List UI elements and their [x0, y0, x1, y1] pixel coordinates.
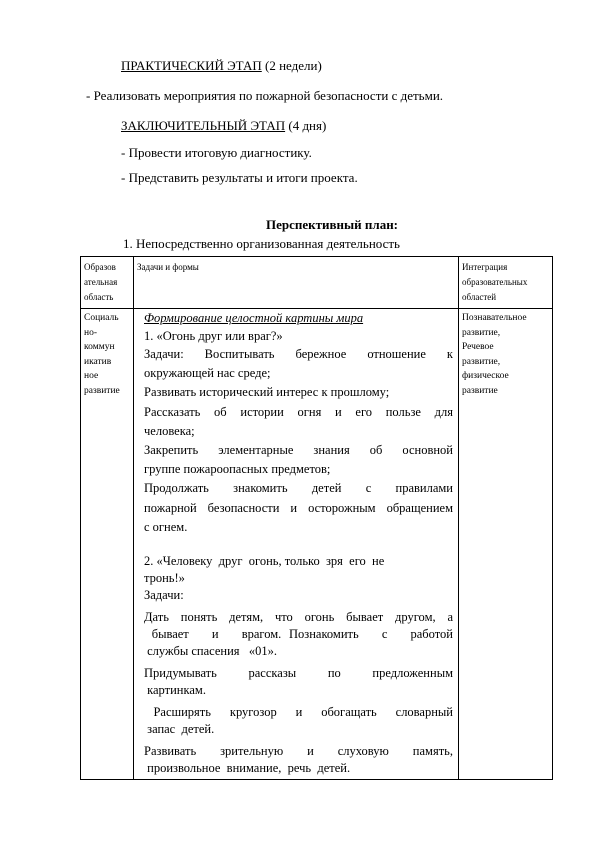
header-area-line: ательная — [84, 277, 118, 287]
section-heading: Формирование целостной картины мира — [144, 311, 364, 325]
topic2-line: произвольное внимание, речь детей. — [144, 761, 351, 776]
final-stage-item-1: - Провести итоговую диагностику. — [121, 145, 312, 160]
header-integration-line: образовательных — [462, 277, 528, 287]
table-row — [81, 309, 553, 780]
topic2-block — [144, 553, 453, 777]
header-education-area — [81, 257, 134, 309]
topic2-line: бывает и врагом. Познакомить с работой — [144, 627, 453, 642]
topic2-line: Развивать зрительную и слуховую память, — [144, 744, 453, 759]
integration-line: Познавательное — [462, 313, 527, 323]
final-stage-duration: (4 дня) — [288, 118, 327, 133]
plan-title: Перспективный план: — [266, 217, 399, 232]
topic1-line: человека; — [144, 423, 195, 438]
tasks-cell — [134, 309, 459, 780]
area-line: Социаль — [84, 313, 119, 323]
area-line: коммун — [84, 342, 115, 352]
topic1-line: с огнем. — [144, 519, 188, 534]
topic2-line: Расширять кругозор и обогащать словарный — [144, 705, 453, 720]
area-line: икатив — [84, 356, 112, 367]
topic1-block — [144, 345, 453, 537]
practical-stage-duration: (2 недели) — [265, 58, 322, 73]
table-header-row — [81, 257, 553, 309]
header-integration — [459, 257, 553, 309]
topic1-line: пожарной безопасности и осторожным обращением — [144, 500, 453, 515]
topic2-title-line: тронь!» — [144, 571, 185, 586]
topic1-title: 1. «Огонь друг или враг?» — [144, 329, 283, 343]
header-tasks-label: Задачи и формы — [137, 262, 199, 272]
header-area-line: область — [84, 292, 114, 302]
topic1-line: Продолжать знакомить детей с правилами — [144, 481, 453, 496]
topic1-line: Развивать исторический интерес к прошлому; — [144, 385, 390, 400]
topic1-line: Задачи: Воспитывать бережное отношение к — [144, 347, 453, 361]
practical-stage-item: - Реализовать мероприятия по пожарной безопасности с детьми. — [86, 88, 444, 103]
practical-stage-title: ПРАКТИЧЕСКИЙ ЭТАП — [121, 58, 262, 73]
area-cell — [81, 309, 134, 780]
final-stage-item-2: - Представить результаты и итоги проекта. — [121, 170, 358, 185]
topic2-tasks-label: Задачи: — [144, 588, 184, 603]
area-line: ное — [84, 371, 99, 381]
topic2-title-line: 2. «Человеку друг огонь, только зря его не — [144, 554, 385, 569]
header-integration-line: областей — [462, 292, 497, 302]
area-line: но- — [84, 327, 97, 338]
area-line: развитие — [84, 385, 120, 396]
topic2-line: Придумывать рассказы по предложенным — [144, 666, 453, 681]
header-area-line: Образов — [84, 262, 116, 272]
header-tasks-forms — [134, 257, 459, 309]
topic2-line: службы спасения «01». — [144, 644, 278, 659]
topic1-line: Рассказать об истории огня и его пользе для — [144, 404, 453, 419]
topic2-line: Дать понять детям, что огонь бывает другом, а — [144, 610, 453, 625]
plan-subtitle: 1. Непосредственно организованная деятельность — [123, 236, 400, 251]
final-stage-title: ЗАКЛЮЧИТЕЛЬНЫЙ ЭТАП — [121, 118, 286, 133]
topic1-line: группе пожароопасных предметов; — [144, 462, 331, 477]
topic2-line: картинкам. — [144, 683, 206, 698]
integration-line: развитие, — [462, 356, 501, 367]
integration-cell — [459, 309, 553, 780]
final-stage-heading — [121, 118, 326, 134]
topic1-line: Закрепить элементарные знания об основной — [144, 443, 453, 458]
integration-line: развитие, — [462, 327, 501, 338]
topic1-line: окружающей нас среде; — [144, 366, 271, 381]
header-integration-line: Интеграция — [462, 262, 508, 272]
integration-line: развитие — [462, 385, 498, 396]
practical-stage-heading — [121, 58, 322, 74]
integration-line: Речевое — [462, 342, 494, 352]
integration-line: физическое — [462, 371, 509, 381]
plan-table — [80, 256, 553, 780]
topic2-line: запас детей. — [144, 722, 215, 737]
